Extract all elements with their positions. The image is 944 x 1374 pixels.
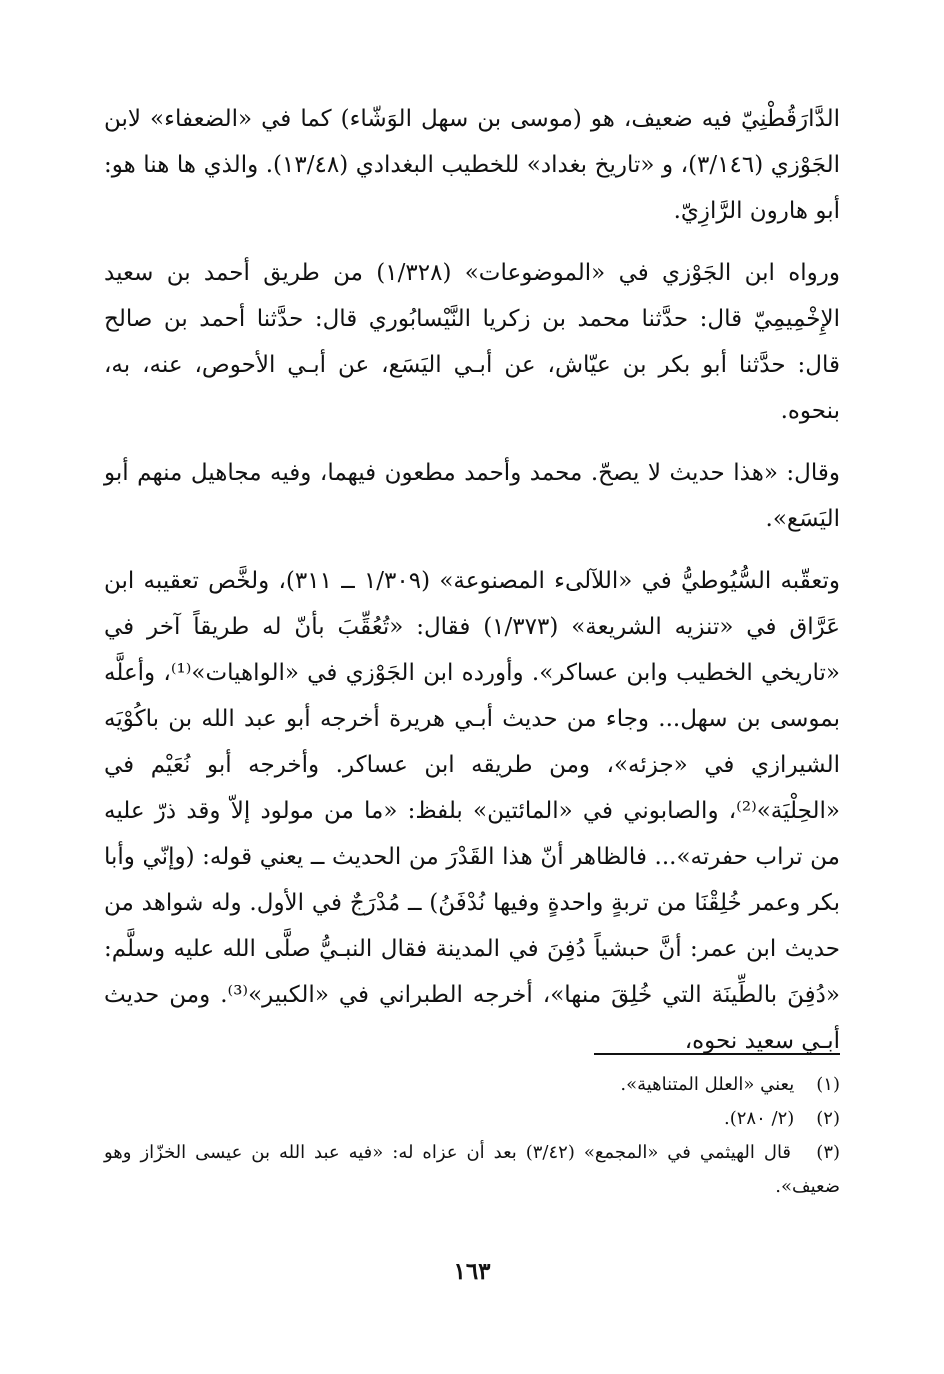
footnote-text: (٢/ ٢٨٠). <box>724 1108 795 1129</box>
footnote-number: (١) <box>816 1074 840 1095</box>
footnote-number: (٣) <box>816 1142 841 1163</box>
paragraph-4: وتعقّبه السُّيُوطيُّ في «اللآلىء المصنوعة» (١/٣٠٩ ــ ٣١١)، ولخَّص تعقيبه ابن عَرَّاق في «تنزيه الشريعة» (١/٣٧٣) فقال: «تُعُقِّبَ بأنّ له طريقاً آخر في «تاريخي الخطيب وابن عساكر». وأورده ابن الجَوْزي في «الواهيات»⁽¹⁾، وأعلَّه بموسى بن سهل... وجاء من حديث أبـي هريرة أخرجه أبو عبد الله بن باكُوْيَه الشيرازي في «جزئه»، ومن طريقه ابن عساكر. وأخرجه أبو نُعَيْم في «الحِلْيَة»⁽²⁾، والصابوني في «المائتين» بلفظ: «ما من مولود إلاّ وقد ذرّ عليه من تراب حفرته»... فالظاهر أنّ هذا القَدْرَ من الحديث ــ يعني قوله: (وإنّي وأبا بكر وعمر خُلِقْنَا من تربةٍ واحدةٍ وفيها نُدْفَنُ) ــ مُدْرَجٌ في الأول. وله شواهد من حديث ابن عمر: أنَّ حبشياً دُفِنَ في المدينة فقال النبـيُّ صلَّى الله عليه وسلَّم: «دُفِنَ بالطِّينَة التي خُلِقَ منها»، أخرجه الطبراني في «الكبير»⁽³⁾. ومن حديث أبـي سعيد نحوه، <box>104 568 840 1054</box>
paragraph-3: وقال: «هذا حديث لا يصحّ. محمد وأحمد مطعون فيهما، وفيه مجاهيل منهم أبو اليَسَع». <box>104 460 840 532</box>
paragraph-2: ورواه ابن الجَوْزي في «الموضوعات» (١/٣٢٨) من طريق أحمد بن سعيد الإِخْمِيمِيّ قال: حدَّثنا محمد بن زكريا النَّيْسابُوري قال: حدَّثنا أحمد بن صالح قال: حدَّثنا أبو بكر بن عيّاش، عن أبـي اليَسَع، عن أبـي الأحوص، عنه، به، بنحوه. <box>104 260 840 424</box>
footnotes <box>104 1068 840 1204</box>
footnote-3 <box>104 1136 840 1204</box>
footnote-number: (٢) <box>816 1108 840 1129</box>
footnote-text: يعني «العلل المتناهية». <box>620 1074 795 1095</box>
footnote-divider <box>594 1053 840 1055</box>
footnote-1 <box>104 1068 840 1102</box>
footnote-text: قال الهيثمي في «المجمع» (٣/٤٢) بعد أن عزاه له: «فيه عبد الله بن عيسى الخزّاز وهو ضعيف». <box>104 1142 840 1197</box>
paragraph-1: الدَّارَقُطْنِيّ فيه ضعيف، هو (موسى بن سهل الوَشّاء) كما في «الضعفاء» لابن الجَوْزي (٣/١٤٦)، و «تاريخ بغداد» للخطيب البغدادي (١٣/٤٨). والذي ها هنا هو: أبو هارون الرَّازِيّ. <box>104 106 840 224</box>
footnote-2 <box>104 1102 840 1136</box>
main-text <box>104 96 840 1064</box>
page-number: ١٦٣ <box>453 1258 491 1285</box>
